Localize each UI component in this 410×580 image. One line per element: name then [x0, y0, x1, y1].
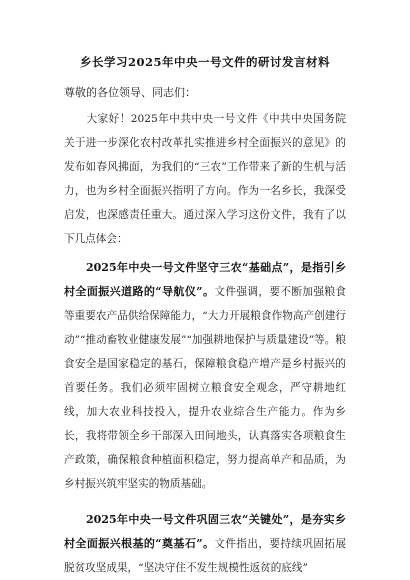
- paragraph-point-1: [64, 256, 346, 496]
- paragraph-text: 大家好！2025年中共中央一号文件《中共中央国务院关于进一步深化农村改革扎实推进乡村全面振兴的意见》的发布如春风拂面，为我们的“三农”工作带来了新的生机与活力，也为乡村全面振兴指明了方向。作为一名乡长，我深受启发，也深感责任重大。通过深入学习这份文件，我有了以下几点体会：: [64, 113, 346, 245]
- paragraph-lead: 2025年中央一号文件巩固三农“关键处”，是夯实乡村全面振兴根基的“奠基石”。: [64, 513, 346, 550]
- paragraph-text: 文件强调，要不断加强粮食等重要农产品供给保障能力，“大力开展粮食作物高产创建行动”“推动畜牧业健康发展”“加强耕地保护与质量建设”等。粮食安全是国家稳定的基石，保障粮食稳产增产是乡村振兴的首要任务。我们必须牢固树立粮食安全观念，严守耕地红线，加大农业科技投入，提升农业综合生产能力。作为乡长，我将带领全乡干部深入田间地头，认真落实各项粮食生产政策，确保粮食种植面积稳定，努力提高单产和品质，为乡村振兴筑牢坚实的物质基础。: [64, 286, 347, 490]
- paragraph-point-2: [64, 508, 346, 580]
- paragraph-lead: 2025年中央一号文件坚守三农“基础点”，是指引乡村全面振兴道路的“导航仪”。: [64, 261, 346, 298]
- salutation: 尊敬的各位领导、同志们：: [64, 86, 196, 99]
- document-title: 乡长学习2025年中央一号文件的研讨发言材料: [79, 55, 330, 69]
- paragraph-text: 文件指出，要持续巩固拓展脱贫攻坚成果，“坚决守住不发生规模性返贫的底线”: [64, 538, 347, 574]
- paragraph-intro: [64, 107, 346, 251]
